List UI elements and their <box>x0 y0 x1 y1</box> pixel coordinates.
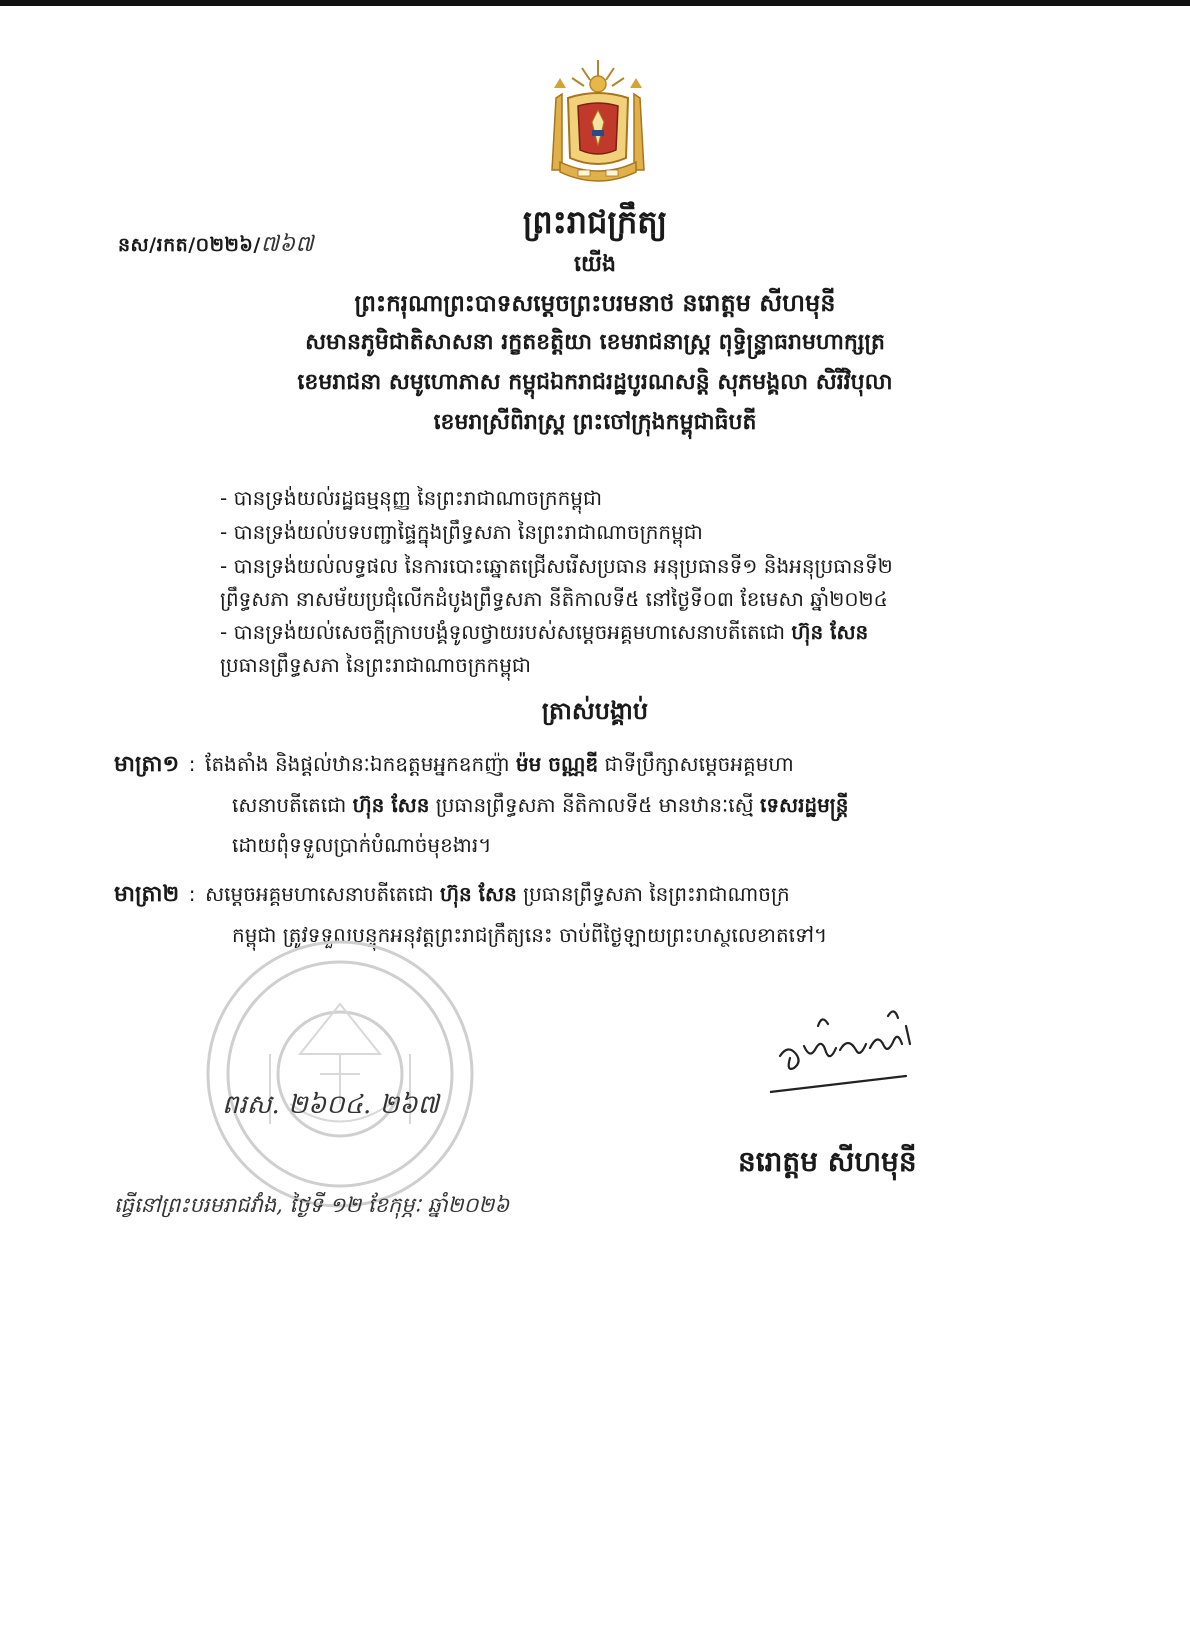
article-1-president-name: ហ៊ុន សែន <box>352 793 430 817</box>
preamble-request-line-b: ប្រធានព្រឹទ្ធសភា នៃព្រះរាជាណាចក្រកម្ពុជា <box>220 653 531 677</box>
article-2-text-a: សម្តេចអគ្គមហាសេនាបតីតេជោ <box>205 882 440 906</box>
reference-number-handwritten: ៧៦៧ <box>260 232 314 257</box>
header-line-2: ខេមរាជនា សមូហោភាស កម្ពុជឯករាជរដ្ឋបូរណសន្តិ សុភមង្គលា សិរីវិបុលា <box>297 370 893 395</box>
signature-icon <box>770 996 950 1116</box>
header-line-3: ខេមរាស្រីពិរាស្ត្រ ព្រះចៅក្រុងកម្ពុជាធិបតី <box>433 410 757 435</box>
article-1 <box>114 744 1014 865</box>
article-2-label: មាត្រា២ <box>114 882 180 907</box>
king-name-header: នរោត្តម សីហមុនី <box>682 289 836 317</box>
king-title-prefix: ព្រះករុណាព្រះបាទសម្តេចព្រះបរមនាថ <box>354 291 683 317</box>
preamble-request-line-a: - បានទ្រង់យល់សេចក្តីក្រាបបង្គំទូលថ្វាយរបស់សម្តេចអគ្គមហាសេនាបតីតេជោ <box>220 620 792 644</box>
preamble-item-request <box>220 616 1010 682</box>
preamble-request-name: ហ៊ុន សែន <box>791 620 869 644</box>
document-title: ព្រះរាជក្រឹត្យ <box>522 203 668 241</box>
article-1-rank: ទេសរដ្ឋមន្ត្រី <box>759 793 849 817</box>
article-1-text-d: ប្រធានព្រឹទ្ធសភា នីតិកាលទី៥ មានឋានៈស្មើ <box>429 793 760 817</box>
article-1-text-b: ជាទីប្រឹក្សាសម្តេចអគ្គមហា <box>598 752 794 776</box>
signer-name: នរោត្តម សីហមុនី <box>738 1145 917 1178</box>
article-1-text-a: តែងតាំង និងផ្តល់ឋានៈឯកឧត្តមអ្នកឧកញ៉ា <box>205 752 516 776</box>
preamble-item-election <box>220 550 1010 616</box>
article-1-label: មាត្រា១ <box>114 752 180 777</box>
article-1-text-c: សេនាបតីតេជោ <box>232 793 353 817</box>
king-title-line <box>0 288 1190 323</box>
article-1-line-3: ដោយពុំទទួលប្រាក់បំណាច់មុខងារ។ <box>232 833 492 857</box>
seal-date-handwritten: ពរស. ២៦០៤. ២៦៧ <box>222 1090 439 1120</box>
article-1-colon: : <box>188 752 196 776</box>
reference-number-printed: នស/រកត/០២២៦/ <box>118 234 261 256</box>
preamble-election-line-b: ព្រឹទ្ធសភា នាសម័យប្រជុំលើកដំបូងព្រឹទ្ធសភា នីតិកាលទី៥ នៅថ្ងៃទី០៣ ខែមេសា ឆ្នាំ២០២៤ <box>220 587 888 611</box>
royal-emblem-icon <box>538 58 658 190</box>
place-and-date: ធ្វើនៅព្រះបរមរាជវាំង, ថ្ងៃទី ១២ ខែកុម្ភៈ ឆ្នាំ២០២៦ <box>114 1193 510 1217</box>
header-line-1: សមានភូមិជាតិសាសនា រក្ខតខត្តិយា ខេមរាជនាស្រ្ត ពុទ្ធិន្ទ្រាធរាមហាក្សត្រ <box>305 330 885 355</box>
preamble-item-constitution: - បានទ្រង់យល់រដ្ឋធម្មនុញ្ញ នៃព្រះរាជាណាចក្រកម្ពុជា <box>220 486 603 510</box>
decree-page <box>0 6 1190 1639</box>
article-2-line-2: កម្ពុជា ត្រូវទទួលបន្ទុកអនុវត្តព្រះរាជក្រឹត្យនេះ ចាប់ពីថ្ងៃឡាយព្រះហស្ថលេខាតទៅ។ <box>232 923 828 947</box>
article-1-appointee-name: ម៉ម ចណ្ណឌី <box>515 752 599 776</box>
royal-seal-icon <box>200 934 480 1214</box>
decree-heading: ត្រាស់បង្គាប់ <box>541 697 649 725</box>
article-2-president-name: ហ៊ុន សែន <box>439 882 517 906</box>
article-2-text-b: ប្រធានព្រឹទ្ធសភា នៃព្រះរាជាណាចក្រ <box>516 882 790 906</box>
we-heading: យើង <box>574 252 616 277</box>
article-1-line-2 <box>114 785 1014 825</box>
preamble-item-rules: - បានទ្រង់យល់បទបញ្ជាផ្ទៃក្នុងព្រឹទ្ធសភា នៃព្រះរាជាណាចក្រកម្ពុជា <box>220 520 703 544</box>
article-2-colon: : <box>188 882 196 906</box>
preamble-election-line-a: - បានទ្រង់យល់លទ្ធផល នៃការបោះឆ្នោតជ្រើសរើសប្រធាន អនុប្រធានទី១ និងអនុប្រធានទី២ <box>220 554 893 578</box>
